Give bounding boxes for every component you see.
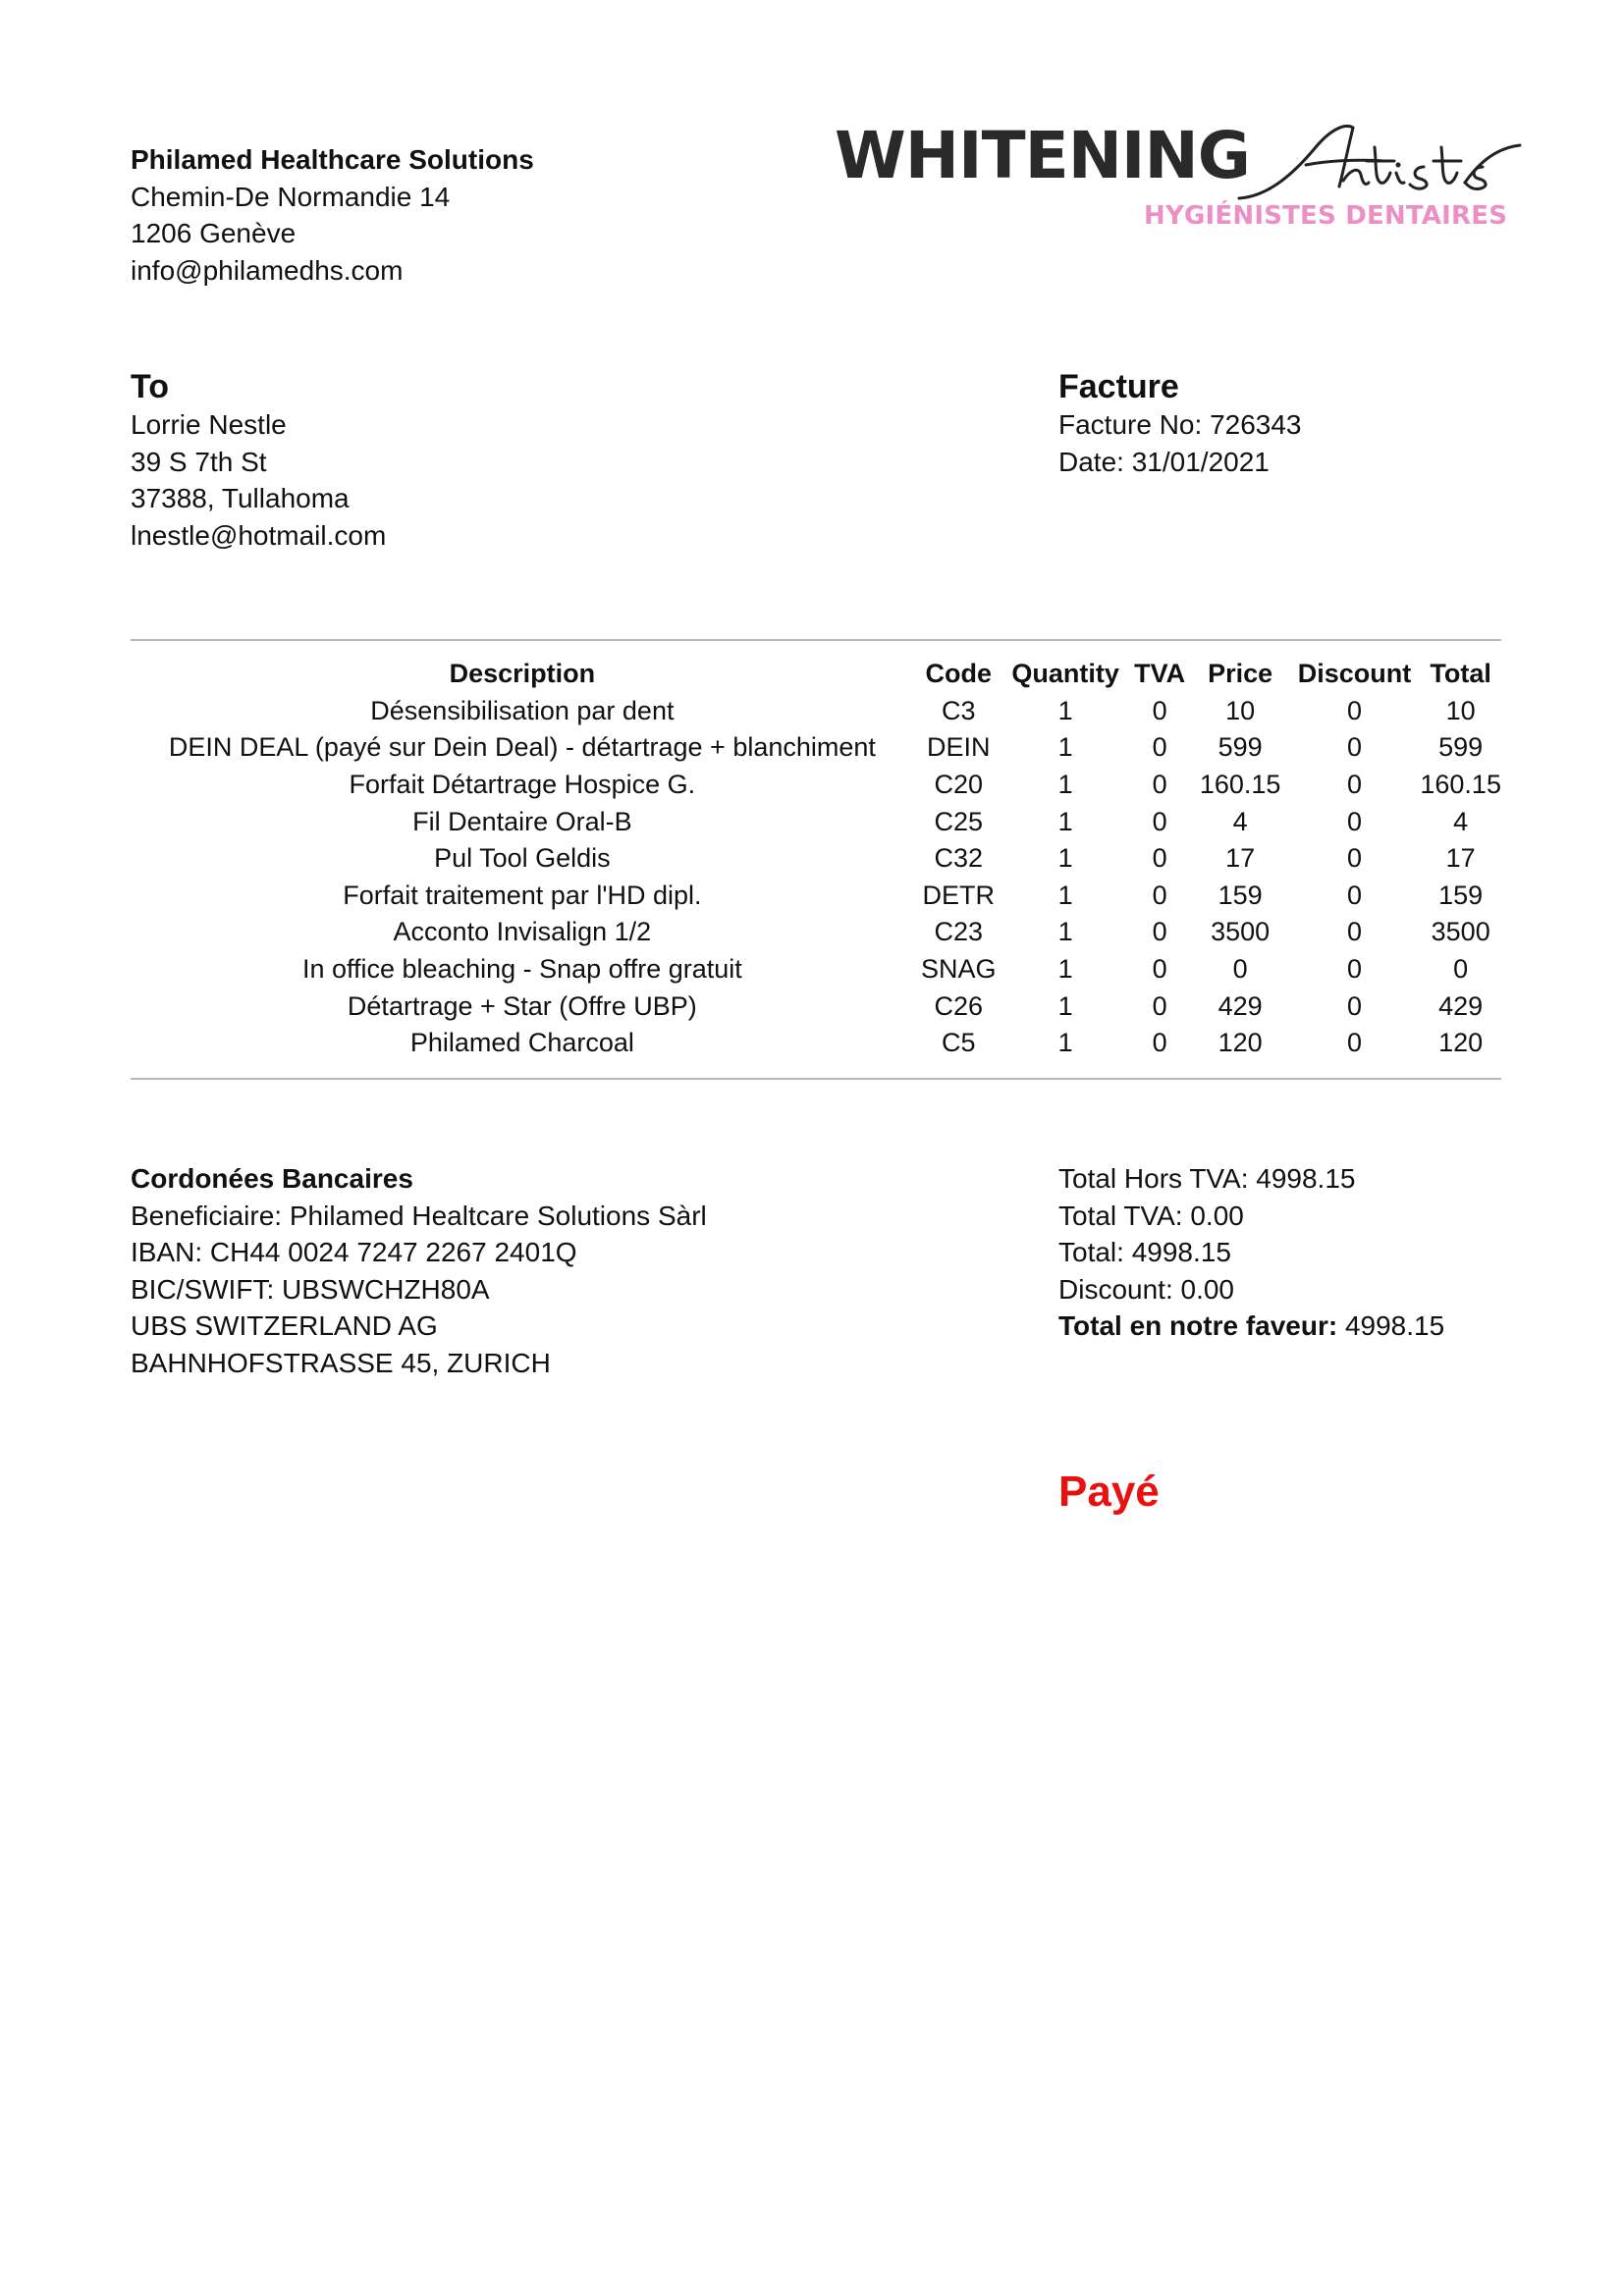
logo-subtitle: HYGIÉNISTES DENTAIRES xyxy=(1144,201,1508,231)
cell-total: 429 xyxy=(1438,990,1484,1021)
bank-beneficiary: Beneficiaire: Philamed Healtcare Solutions Sàrl xyxy=(131,1200,707,1231)
table-header-row xyxy=(131,656,1501,693)
sender-name: Philamed Healthcare Solutions xyxy=(131,144,534,175)
col-header-tva: TVA xyxy=(1134,659,1186,689)
cell-quantity: 1 xyxy=(1057,695,1073,725)
col-header-description: Description xyxy=(449,659,596,689)
cell-price: 159 xyxy=(1217,880,1263,910)
cell-discount: 0 xyxy=(1346,880,1362,910)
cell-price: 0 xyxy=(1232,954,1248,985)
col-header-quantity: Quantity xyxy=(1011,659,1119,689)
table-row xyxy=(131,767,1501,804)
invoice-date-value: 31/01/2021 xyxy=(1131,446,1270,477)
cell-quantity: 1 xyxy=(1057,843,1073,874)
cell-discount: 0 xyxy=(1346,954,1362,985)
logo-wordmark: WHITENING xyxy=(835,118,1250,193)
cell-code: C25 xyxy=(934,806,984,836)
table-row xyxy=(131,988,1501,1025)
cell-code: C26 xyxy=(934,990,984,1021)
table-row xyxy=(131,951,1501,988)
invoice-meta xyxy=(1058,367,1302,480)
cell-quantity: 1 xyxy=(1057,954,1073,985)
bank-bic: BIC/SWIFT: UBSWCHZH80A xyxy=(131,1273,490,1305)
sender-city: 1206 Genève xyxy=(131,218,297,248)
table-bottom-divider xyxy=(131,1078,1501,1080)
recipient-block xyxy=(131,367,386,554)
cell-tva: 0 xyxy=(1152,843,1167,874)
invoice-number xyxy=(1058,406,1302,444)
cell-price: 17 xyxy=(1225,843,1256,874)
table-row xyxy=(131,803,1501,840)
items-table xyxy=(131,656,1501,1062)
cell-description: Forfait traitement par l'HD dipl. xyxy=(343,880,702,910)
table-row xyxy=(131,1025,1501,1062)
col-header-price: Price xyxy=(1208,659,1273,689)
bank-name: UBS SWITZERLAND AG xyxy=(131,1310,438,1341)
invoice-number-value: 726343 xyxy=(1210,409,1302,440)
totals-summary xyxy=(1058,1160,1444,1345)
cell-description: Acconto Invisalign 1/2 xyxy=(393,917,652,947)
sender-block xyxy=(131,141,534,289)
cell-quantity: 1 xyxy=(1057,770,1073,800)
bank-heading: Cordonées Bancaires xyxy=(131,1163,413,1194)
table-top-divider xyxy=(131,639,1501,641)
cell-discount: 0 xyxy=(1346,990,1362,1021)
table-row xyxy=(131,693,1501,730)
cell-total: 10 xyxy=(1445,695,1476,725)
invoice-date-label: Date: xyxy=(1058,446,1124,477)
cell-discount: 0 xyxy=(1346,770,1362,800)
cell-quantity: 1 xyxy=(1057,917,1073,947)
cell-total: 599 xyxy=(1438,732,1484,763)
table-row xyxy=(131,878,1501,915)
cell-description: Pul Tool Geldis xyxy=(434,843,611,874)
total-in-favour-label: Total en notre faveur: xyxy=(1058,1310,1338,1341)
cell-code: C32 xyxy=(934,843,984,874)
recipient-heading: To xyxy=(131,368,170,405)
total-in-favour xyxy=(1058,1308,1444,1345)
cell-total: 159 xyxy=(1438,880,1484,910)
total-amount: Total: 4998.15 xyxy=(1058,1237,1231,1267)
cell-description: Fil Dentaire Oral-B xyxy=(412,806,632,836)
bank-address: BAHNHOFSTRASSE 45, ZURICH xyxy=(131,1347,551,1378)
sender-street: Chemin-De Normandie 14 xyxy=(131,181,451,212)
cell-tva: 0 xyxy=(1152,917,1167,947)
cell-tva: 0 xyxy=(1152,806,1167,836)
cell-description: Philamed Charcoal xyxy=(409,1028,634,1058)
cell-discount: 0 xyxy=(1346,1028,1362,1058)
cell-discount: 0 xyxy=(1346,843,1362,874)
total-in-favour-value: 4998.15 xyxy=(1344,1310,1445,1341)
cell-tva: 0 xyxy=(1152,732,1167,763)
total-discount: Discount: 0.00 xyxy=(1058,1273,1234,1305)
cell-code: C23 xyxy=(934,917,984,947)
cell-total: 3500 xyxy=(1431,917,1490,947)
recipient-city: 37388, Tullahoma xyxy=(131,483,350,513)
cell-code: DETR xyxy=(922,880,995,910)
paid-status: Payé xyxy=(1058,1468,1160,1516)
cell-quantity: 1 xyxy=(1057,880,1073,910)
cell-code: DEIN xyxy=(927,732,991,763)
cell-tva: 0 xyxy=(1152,990,1167,1021)
cell-discount: 0 xyxy=(1346,732,1362,763)
cell-tva: 0 xyxy=(1152,1028,1167,1058)
cell-tva: 0 xyxy=(1152,695,1167,725)
cell-description: DEIN DEAL (payé sur Dein Deal) - détartrage + blanchiment xyxy=(168,732,876,763)
total-hors-tva: Total Hors TVA: 4998.15 xyxy=(1058,1163,1356,1194)
cell-price: 599 xyxy=(1217,732,1263,763)
col-header-total: Total xyxy=(1430,659,1491,689)
table-row xyxy=(131,840,1501,878)
col-header-discount: Discount xyxy=(1297,659,1412,689)
cell-code: C3 xyxy=(942,695,976,725)
cell-quantity: 1 xyxy=(1057,806,1073,836)
cell-code: SNAG xyxy=(920,954,997,985)
recipient-email: lnestle@hotmail.com xyxy=(131,519,387,551)
cell-total: 0 xyxy=(1453,954,1469,985)
cell-total: 17 xyxy=(1445,843,1476,874)
table-row xyxy=(131,729,1501,767)
invoice-number-label: Facture No: xyxy=(1058,409,1203,440)
invoice-date xyxy=(1058,444,1302,481)
cell-quantity: 1 xyxy=(1057,1028,1073,1058)
total-tva: Total TVA: 0.00 xyxy=(1058,1200,1244,1231)
sender-email: info@philamedhs.com xyxy=(131,254,404,286)
cell-tva: 0 xyxy=(1152,880,1167,910)
recipient-street: 39 S 7th St xyxy=(131,446,267,477)
company-logo xyxy=(835,118,1522,245)
cell-price: 10 xyxy=(1225,695,1256,725)
cell-code: C5 xyxy=(942,1028,976,1058)
cell-total: 160.15 xyxy=(1420,770,1501,800)
col-header-code: Code xyxy=(925,659,992,689)
invoice-heading: Facture xyxy=(1058,368,1179,405)
cell-total: 120 xyxy=(1438,1028,1484,1058)
cell-discount: 0 xyxy=(1346,917,1362,947)
cell-description: Désensibilisation par dent xyxy=(370,695,675,725)
cell-quantity: 1 xyxy=(1057,732,1073,763)
cell-quantity: 1 xyxy=(1057,990,1073,1021)
cell-description: In office bleaching - Snap offre gratuit xyxy=(301,954,742,985)
cell-price: 160.15 xyxy=(1199,770,1281,800)
cell-total: 4 xyxy=(1453,806,1469,836)
cell-description: Forfait Détartrage Hospice G. xyxy=(349,770,696,800)
recipient-name: Lorrie Nestle xyxy=(131,409,287,440)
cell-description: Détartrage + Star (Offre UBP) xyxy=(347,990,697,1021)
cell-price: 4 xyxy=(1232,806,1248,836)
cell-discount: 0 xyxy=(1346,695,1362,725)
cell-price: 120 xyxy=(1217,1028,1263,1058)
cell-price: 3500 xyxy=(1211,917,1271,947)
cell-discount: 0 xyxy=(1346,806,1362,836)
bank-details xyxy=(131,1160,707,1381)
cell-code: C20 xyxy=(934,770,984,800)
cell-tva: 0 xyxy=(1152,770,1167,800)
bank-iban: IBAN: CH44 0024 7247 2267 2401Q xyxy=(131,1237,577,1267)
cell-price: 429 xyxy=(1217,990,1263,1021)
cell-tva: 0 xyxy=(1152,954,1167,985)
table-row xyxy=(131,914,1501,951)
